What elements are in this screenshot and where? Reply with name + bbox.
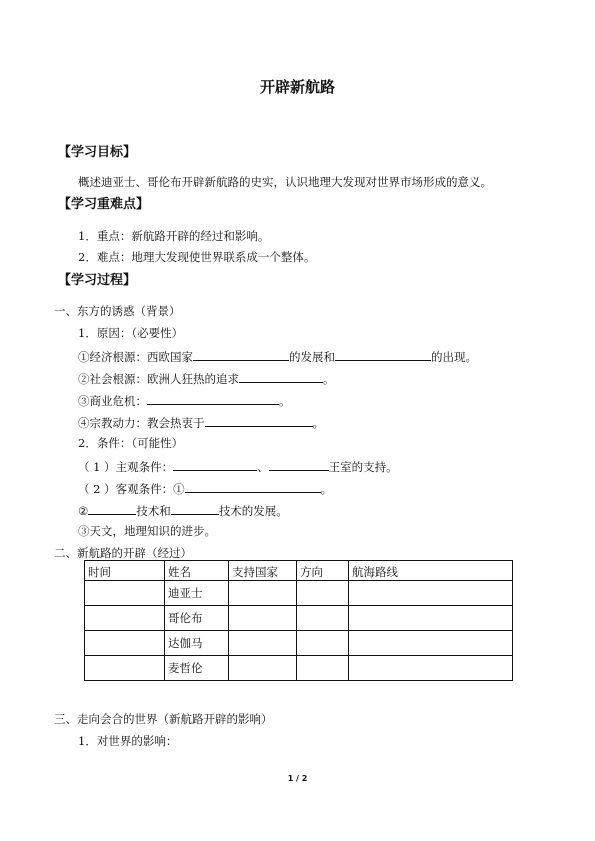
fill-blank[interactable] [185, 480, 321, 493]
table-row [85, 631, 513, 656]
table-cell[interactable] [349, 631, 513, 656]
fill-blank[interactable] [239, 370, 323, 383]
table-cell[interactable] [229, 606, 297, 631]
table-cell: 达伽马 [165, 631, 229, 656]
reason-line-social [78, 370, 335, 386]
column-header-country: 支持国家 [229, 561, 297, 581]
fill-blank[interactable] [269, 458, 329, 471]
fill-blank[interactable] [205, 414, 313, 427]
process-heading: 【学习过程】 [58, 273, 137, 288]
line-text: 。 [279, 394, 291, 408]
line-text: ②社会根源：欧洲人狂热的追求 [78, 372, 239, 386]
part3-item-1: 1．对世界的影响： [78, 734, 178, 748]
table-cell[interactable] [349, 606, 513, 631]
table-row [85, 581, 513, 606]
line-text: 。 [312, 416, 324, 430]
fill-blank[interactable] [171, 502, 219, 515]
reason-line-religion [78, 414, 324, 430]
column-header-name: 姓名 [165, 561, 229, 581]
table-cell[interactable] [85, 631, 165, 656]
reason-line-economic [78, 348, 477, 364]
condition-subjective [78, 458, 398, 474]
line-text: 。 [323, 372, 335, 386]
table-cell[interactable] [297, 606, 349, 631]
table-cell: 麦哲伦 [165, 656, 229, 681]
column-header-direction: 方向 [297, 561, 349, 581]
line-text: 的发展和 [289, 350, 335, 364]
line-text: 王室的支持。 [328, 460, 398, 474]
fill-blank[interactable] [335, 348, 431, 361]
table-header-row [85, 561, 513, 581]
fill-blank[interactable] [193, 348, 289, 361]
page-number: 1 / 2 [287, 774, 308, 783]
line-text: （ 2 ）客观条件：① [78, 482, 185, 496]
line-text: 技术的发展。 [218, 504, 288, 518]
table-cell[interactable] [297, 656, 349, 681]
fill-blank[interactable] [88, 502, 136, 515]
part2-title: 二、新航路的开辟（经过） [54, 546, 192, 560]
table-cell[interactable] [229, 631, 297, 656]
condition-knowledge: ③天文，地理知识的进步。 [78, 524, 216, 538]
line-text: ④宗教动力：教会热衷于 [78, 416, 205, 430]
goals-text: 概述迪亚士、哥伦布开辟新航路的史实，认识地理大发现对世界市场形成的意义。 [78, 175, 492, 189]
table-cell[interactable] [85, 656, 165, 681]
condition-objective [78, 480, 332, 496]
reason-title: 1．原因：（必要性） [78, 326, 184, 340]
line-text: ①经济根源：西欧国家 [78, 350, 193, 364]
table-cell: 哥伦布 [165, 606, 229, 631]
key-points-heading: 【学习重难点】 [58, 197, 150, 212]
table-cell[interactable] [85, 581, 165, 606]
table-cell[interactable] [85, 606, 165, 631]
table-cell: 迪亚士 [165, 581, 229, 606]
part3-title: 三、走向会合的世界（新航路开辟的影响） [54, 712, 273, 726]
line-text: 的出现。 [431, 350, 477, 364]
table-row [85, 606, 513, 631]
table-cell[interactable] [349, 581, 513, 606]
key-point-1: 1．重点：新航路开辟的经过和影响。 [78, 229, 270, 243]
fill-blank[interactable] [173, 458, 257, 471]
table-cell[interactable] [349, 656, 513, 681]
condition-title: 2．条件：（可能性） [78, 436, 184, 450]
condition-technology [78, 502, 288, 518]
voyages-table [84, 560, 513, 681]
line-text: 。 [320, 482, 333, 496]
reason-line-commerce [78, 392, 291, 408]
fill-blank[interactable] [147, 392, 279, 405]
column-header-route: 航海路线 [349, 561, 513, 581]
table-cell[interactable] [297, 581, 349, 606]
table-cell[interactable] [297, 631, 349, 656]
line-text: ② [78, 504, 89, 518]
table-cell[interactable] [229, 656, 297, 681]
part1-title: 一、东方的诱惑（背景） [54, 304, 181, 318]
line-text: 、 [257, 460, 269, 474]
line-text: ③商业危机： [78, 394, 147, 408]
page-title: 开辟新航路 [259, 78, 335, 96]
line-text: （ 1 ）主观条件： [78, 460, 174, 474]
table-cell[interactable] [229, 581, 297, 606]
line-text: 技术和 [136, 504, 171, 518]
goals-heading: 【学习目标】 [58, 145, 137, 160]
column-header-time: 时间 [85, 561, 165, 581]
table-row [85, 656, 513, 681]
key-point-2: 2．难点：地理大发现使世界联系成一个整体。 [78, 250, 316, 264]
